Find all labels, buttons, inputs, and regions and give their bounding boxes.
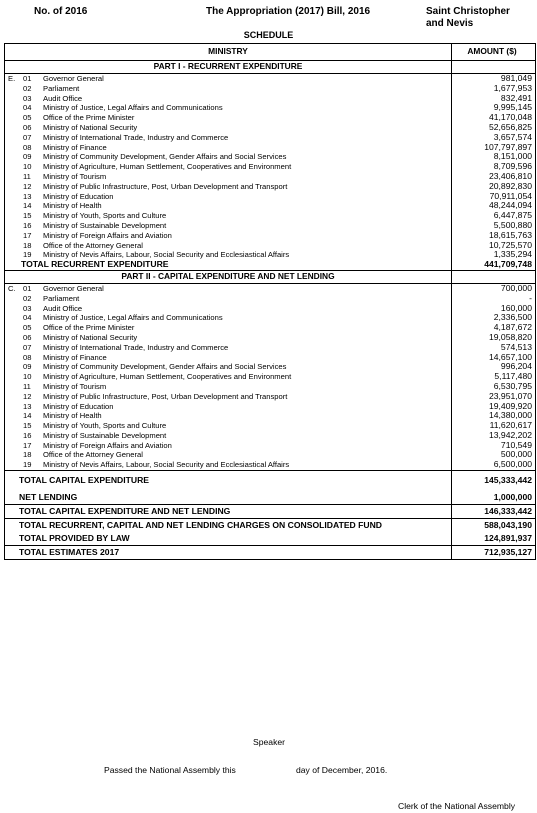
ministry-name: Ministry of International Trade, Industry and Commerce bbox=[43, 133, 452, 143]
ministry-number: 18 bbox=[23, 240, 32, 250]
ministry-number: 05 bbox=[23, 323, 32, 333]
vote-code bbox=[5, 362, 22, 372]
ministry-name: Audit Office bbox=[43, 94, 452, 104]
ministry-number: 14 bbox=[23, 411, 32, 421]
ministry-number: 14 bbox=[23, 201, 32, 211]
ministry-amount: 5,117,480 bbox=[452, 372, 536, 382]
vote-code bbox=[5, 123, 22, 133]
ministry-number: 17 bbox=[23, 230, 32, 240]
ministry-name: Office of the Prime Minister bbox=[43, 323, 452, 333]
vote-code bbox=[5, 162, 22, 172]
ministry-number: 15 bbox=[23, 421, 32, 431]
ministry-name: Ministry of Community Development, Gender Affairs and Social Services bbox=[43, 362, 452, 372]
ministry-number: 07 bbox=[23, 132, 32, 142]
ministry-amount: 6,530,795 bbox=[452, 382, 536, 392]
ministry-amount: 1,677,953 bbox=[452, 84, 536, 94]
ministry-number: 03 bbox=[23, 93, 32, 103]
ministry-number: 09 bbox=[23, 152, 32, 162]
vote-code bbox=[5, 201, 22, 211]
ministry-amount: 14,380,000 bbox=[452, 411, 536, 421]
vote-code bbox=[5, 250, 22, 260]
vote-code: C. bbox=[5, 283, 22, 293]
ministry-name: Ministry of National Security bbox=[43, 333, 452, 343]
ministry-number: 15 bbox=[23, 211, 32, 221]
ministry-amount: 23,406,810 bbox=[452, 172, 536, 182]
ministry-amount: 4,187,672 bbox=[452, 323, 536, 333]
vote-code bbox=[5, 382, 22, 392]
passed-text: Passed the National Assembly this bbox=[104, 765, 236, 775]
ministry-number: 06 bbox=[23, 122, 32, 132]
grand-total-label: TOTAL ESTIMATES 2017 bbox=[5, 546, 452, 560]
ministry-name: Ministry of Youth, Sports and Culture bbox=[43, 211, 452, 221]
grand-total-label: NET LENDING bbox=[5, 491, 452, 505]
ministry-name: Ministry of Justice, Legal Affairs and Communications bbox=[43, 103, 452, 113]
ministry-amount: 11,620,617 bbox=[452, 421, 536, 431]
grand-total-label: TOTAL RECURRENT, CAPITAL AND NET LENDING CHARGES ON CONSOLIDATED FUND bbox=[5, 519, 452, 533]
clerk-label: Clerk of the National Assembly bbox=[398, 801, 516, 811]
ministry-name: Ministry of Community Development, Gender Affairs and Social Services bbox=[43, 152, 452, 162]
ministry-number: 01 bbox=[21, 74, 43, 84]
ministry-name: Ministry of Education bbox=[43, 402, 452, 412]
ministry-name: Ministry of Justice, Legal Affairs and Communications bbox=[43, 313, 452, 323]
ministry-number: 09 bbox=[23, 362, 32, 372]
ministry-number: 03 bbox=[23, 303, 32, 313]
vote-code bbox=[5, 221, 22, 231]
ministry-amount: 48,244,094 bbox=[452, 201, 536, 211]
ministry-number: 13 bbox=[23, 191, 32, 201]
vote-code bbox=[5, 152, 22, 162]
vote-code bbox=[5, 143, 22, 153]
ministry-number: 10 bbox=[23, 372, 32, 382]
ministry-number: 07 bbox=[23, 342, 32, 352]
vote-code bbox=[5, 211, 22, 221]
vote-code bbox=[5, 450, 22, 460]
ministry-name: Office of the Prime Minister bbox=[43, 113, 452, 123]
bill-number: No. of 2016 bbox=[34, 6, 88, 17]
ministry-name: Ministry of Agriculture, Human Settlement, Cooperatives and Environment bbox=[43, 162, 452, 172]
ministry-name: Parliament bbox=[43, 294, 452, 304]
speaker-label: Speaker bbox=[253, 737, 286, 747]
ministry-number: 02 bbox=[23, 293, 32, 303]
ministry-number: 12 bbox=[23, 181, 32, 191]
ministry-amount: 981,049 bbox=[452, 74, 536, 84]
ministry-number: 04 bbox=[23, 313, 32, 323]
ministry-number: 19 bbox=[23, 460, 32, 470]
ministry-name: Ministry of Public Infrastructure, Post, Urban Development and Transport bbox=[43, 182, 452, 192]
ministry-amount: 13,942,202 bbox=[452, 431, 536, 441]
ministry-amount: 500,000 bbox=[452, 450, 536, 460]
ministry-name: Ministry of Nevis Affairs, Labour, Social Security and Ecclesiastical Affairs bbox=[43, 460, 452, 470]
ministry-name: Ministry of Public Infrastructure, Post, Urban Development and Transport bbox=[43, 392, 452, 402]
ministry-name: Ministry of Nevis Affairs, Labour, Social Security and Ecclesiastical Affairs bbox=[43, 250, 452, 260]
grand-total-value: 124,891,937 bbox=[452, 532, 536, 546]
ministry-number: 17 bbox=[23, 440, 32, 450]
ministry-amount: - bbox=[452, 294, 536, 304]
ministry-name: Ministry of Tourism bbox=[43, 382, 452, 392]
ministry-number: 08 bbox=[23, 352, 32, 362]
ministry-name: Ministry of Health bbox=[43, 201, 452, 211]
ministry-amount: 9,995,145 bbox=[452, 103, 536, 113]
vote-code bbox=[5, 421, 22, 431]
ministry-amount: 107,797,897 bbox=[452, 143, 536, 153]
ministry-amount: 8,151,000 bbox=[452, 152, 536, 162]
vote-code bbox=[5, 372, 22, 382]
ministry-name: Ministry of Education bbox=[43, 192, 452, 202]
ministry-amount: 52,656,825 bbox=[452, 123, 536, 133]
vote-code bbox=[5, 103, 22, 113]
ministry-name: Ministry of Foreign Affairs and Aviation bbox=[43, 441, 452, 451]
schedule-title: SCHEDULE bbox=[243, 30, 294, 40]
vote-code bbox=[5, 172, 22, 182]
ministry-name: Parliament bbox=[43, 84, 452, 94]
ministry-name: Office of the Attorney General bbox=[43, 241, 452, 251]
ministry-name: Office of the Attorney General bbox=[43, 450, 452, 460]
ministry-amount: 1,335,294 bbox=[452, 250, 536, 260]
vote-code bbox=[5, 343, 22, 353]
vote-code bbox=[5, 411, 22, 421]
bill-title: The Appropriation (2017) Bill, 2016 bbox=[206, 6, 371, 17]
passed-day: day of December, 2016. bbox=[296, 765, 388, 775]
grand-total-value: 712,935,127 bbox=[452, 546, 536, 560]
ministry-name: Governor General bbox=[43, 283, 452, 293]
ministry-amount: 70,911,054 bbox=[452, 192, 536, 202]
jurisdiction: Saint Christopher and Nevis bbox=[426, 6, 510, 29]
grand-total-value: 146,333,442 bbox=[452, 505, 536, 519]
ministry-number: 01 bbox=[21, 283, 43, 293]
part-title: PART II - CAPITAL EXPENDITURE AND NET LENDING bbox=[5, 270, 452, 283]
part-title: PART I - RECURRENT EXPENDITURE bbox=[5, 61, 452, 74]
ministry-amount: 700,000 bbox=[452, 283, 536, 293]
amount-header: AMOUNT ($) bbox=[467, 46, 517, 57]
ministry-name: Governor General bbox=[43, 74, 452, 84]
ministry-name: Ministry of Finance bbox=[43, 143, 452, 153]
ministry-amount: 20,892,830 bbox=[452, 182, 536, 192]
ministry-number: 06 bbox=[23, 332, 32, 342]
ministry-amount: 574,513 bbox=[452, 343, 536, 353]
vote-code bbox=[5, 84, 22, 94]
vote-code bbox=[5, 192, 22, 202]
vote-code bbox=[5, 313, 22, 323]
ministry-amount: 19,058,820 bbox=[452, 333, 536, 343]
grand-total-value: 145,333,442 bbox=[452, 471, 536, 492]
vote-code bbox=[5, 402, 22, 412]
ministry-name: Ministry of Foreign Affairs and Aviation bbox=[43, 231, 452, 241]
ministry-amount: 41,170,048 bbox=[452, 113, 536, 123]
ministry-amount: 23,951,070 bbox=[452, 392, 536, 402]
ministry-amount: 18,615,763 bbox=[452, 231, 536, 241]
ministry-amount: 5,500,880 bbox=[452, 221, 536, 231]
grand-total-value: 588,043,190 bbox=[452, 519, 536, 533]
vote-code bbox=[5, 94, 22, 104]
grand-total-label: TOTAL CAPITAL EXPENDITURE bbox=[5, 471, 452, 492]
vote-code bbox=[5, 231, 22, 241]
ministry-number: 02 bbox=[23, 83, 32, 93]
ministry-name: Ministry of Youth, Sports and Culture bbox=[43, 421, 452, 431]
ministry-name: Ministry of National Security bbox=[43, 123, 452, 133]
ministry-number: 05 bbox=[23, 113, 32, 123]
vote-code bbox=[5, 333, 22, 343]
vote-code bbox=[5, 323, 22, 333]
ministry-number: 16 bbox=[23, 220, 32, 230]
vote-code bbox=[5, 304, 22, 314]
vote-code bbox=[5, 460, 22, 470]
vote-code bbox=[5, 431, 22, 441]
ministry-amount: 14,657,100 bbox=[452, 353, 536, 363]
appropriation-table bbox=[4, 43, 536, 560]
vote-code bbox=[5, 392, 22, 402]
ministry-amount: 710,549 bbox=[452, 441, 536, 451]
vote-code bbox=[5, 182, 22, 192]
vote-code: E. bbox=[5, 74, 22, 84]
ministry-number: 18 bbox=[23, 450, 32, 460]
ministry-amount: 6,500,000 bbox=[452, 460, 536, 470]
grand-total-value: 1,000,000 bbox=[452, 491, 536, 505]
vote-code bbox=[5, 294, 22, 304]
ministry-name: Ministry of Sustainable Development bbox=[43, 221, 452, 231]
ministry-name: Ministry of Sustainable Development bbox=[43, 431, 452, 441]
ministry-number: 12 bbox=[23, 391, 32, 401]
ministry-number: 11 bbox=[23, 171, 31, 181]
total-recurrent-label: TOTAL RECURRENT EXPENDITURE bbox=[21, 260, 452, 270]
ministry-name: Audit Office bbox=[43, 304, 452, 314]
vote-code bbox=[5, 441, 22, 451]
ministry-name: Ministry of International Trade, Industry and Commerce bbox=[43, 343, 452, 353]
ministry-number: 04 bbox=[23, 103, 32, 113]
vote-code bbox=[5, 241, 22, 251]
ministry-name: Ministry of Tourism bbox=[43, 172, 452, 182]
ministry-amount: 996,204 bbox=[452, 362, 536, 372]
vote-code bbox=[5, 113, 22, 123]
total-recurrent-value: 441,709,748 bbox=[452, 260, 536, 270]
ministry-header: MINISTRY bbox=[5, 44, 452, 61]
ministry-amount: 10,725,570 bbox=[452, 241, 536, 251]
ministry-amount: 8,709,596 bbox=[452, 162, 536, 172]
ministry-number: 19 bbox=[23, 250, 32, 260]
ministry-amount: 2,336,500 bbox=[452, 313, 536, 323]
grand-total-label: TOTAL PROVIDED BY LAW bbox=[5, 532, 452, 546]
ministry-name: Ministry of Health bbox=[43, 411, 452, 421]
vote-code bbox=[5, 353, 22, 363]
ministry-number: 16 bbox=[23, 430, 32, 440]
vote-code bbox=[5, 133, 22, 143]
ministry-amount: 160,000 bbox=[452, 304, 536, 314]
grand-total-label: TOTAL CAPITAL EXPENDITURE AND NET LENDING bbox=[5, 505, 452, 519]
ministry-amount: 832,491 bbox=[452, 94, 536, 104]
ministry-number: 08 bbox=[23, 142, 32, 152]
ministry-number: 11 bbox=[23, 381, 31, 391]
ministry-amount: 19,409,920 bbox=[452, 402, 536, 412]
ministry-name: Ministry of Finance bbox=[43, 353, 452, 363]
ministry-number: 13 bbox=[23, 401, 32, 411]
ministry-name: Ministry of Agriculture, Human Settlement, Cooperatives and Environment bbox=[43, 372, 452, 382]
ministry-amount: 3,657,574 bbox=[452, 133, 536, 143]
ministry-number: 10 bbox=[23, 162, 32, 172]
ministry-amount: 6,447,875 bbox=[452, 211, 536, 221]
